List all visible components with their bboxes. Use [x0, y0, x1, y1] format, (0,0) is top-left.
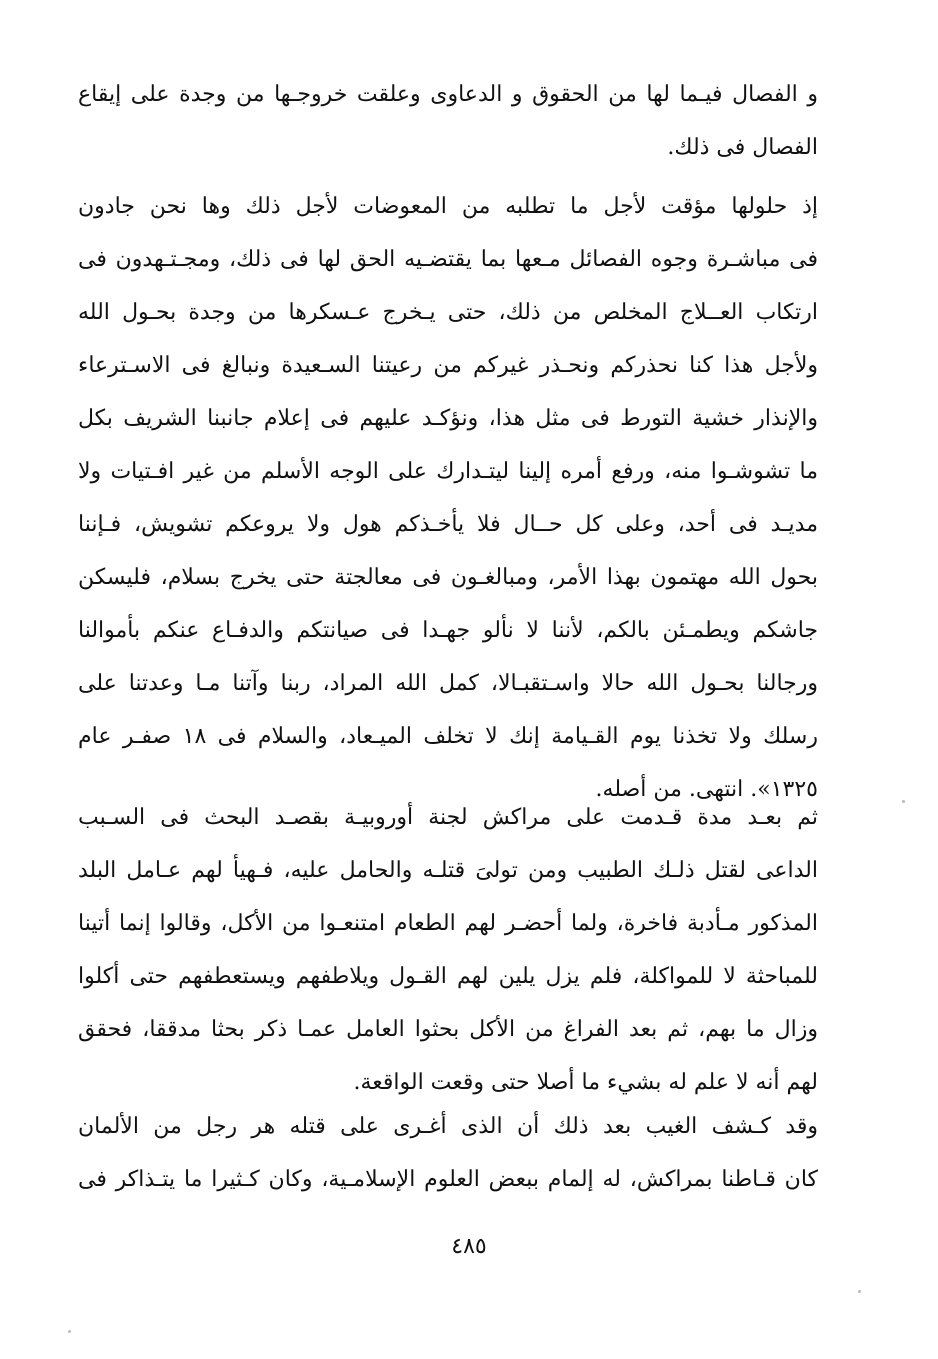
- paragraph-4: [78, 1100, 818, 1206]
- text-line: رسلك ولا تخذنا يوم القـيامة إنك لا تخلف الميـعاد، والسلام فى ١٨ صفـر عام: [78, 724, 818, 749]
- text-line: ارتكاب العــلاج المخلص من ذلك، حتى يـخرج عـسكرها من وجدة بحـول الله: [78, 300, 818, 325]
- text-line: ولأجل هذا كنا نحذركم ونحـذر غيركم من رعيتنا السـعيدة ونبالغ فى الاسـترعاء: [78, 353, 818, 378]
- text-line: ١٣٢٥». انتهى. من أصله.: [595, 777, 818, 802]
- text-line: كان قـاطنا بمراكش، له إلمام ببعض العلوم الإسلامـية، وكان كـثيرا ما يتـذاكر فى: [78, 1167, 818, 1192]
- text-line: وقد كـشف الغيب بعد ذلك أن الذى أغـرى على قتله هر رجل من الألمان: [78, 1114, 818, 1139]
- scan-speck: [68, 1330, 71, 1333]
- text-line: جاشكم ويطمـئن بالكم، لأننا لا نألو جهـدا فى صيانتكم والدفـاع عنكم بأموالنا: [78, 618, 818, 643]
- text-line: للمباحثة لا للمواكلة، فلم يزل يلين لهم القـول ويلاطفهم ويستعطفهم حتى أكلوا: [78, 964, 818, 989]
- text-line: فى مباشـرة وجوه الفصائل مـعها بما يقتضـيه الحق لها فى ذلك، ومجـتـهدون فى: [78, 247, 818, 272]
- page-number: ٤٨٥: [451, 1234, 487, 1259]
- paragraph-2: [78, 180, 818, 816]
- text-line: إذ حلولها مؤقت لأجل ما تطلبه من المعوضات لأجل ذلك وها نحن جادون: [78, 194, 818, 219]
- text-line: وزال ما بهم، ثم بعد الفراغ من الأكل بحثوا العامل عمـا ذكر بحثا مدققا، فحقق: [78, 1017, 818, 1042]
- paragraph-1: [78, 68, 818, 174]
- text-line: و الفصال فيـما لها من الحقوق و الدعاوى وعلقت خروجـها من وجدة على إيقاع: [78, 82, 818, 107]
- scan-speck: [902, 800, 905, 803]
- text-line: بحول الله مهتمون بهذا الأمر، ومبالغـون فى معالجتة حتى يخرج بسلام، فليسكن: [78, 565, 818, 590]
- text-line: المذكور مـأدبة فاخرة، ولما أحضـر لهم الطعام امتنعـوا من الأكل، وقالوا إنما أتينا: [78, 911, 818, 936]
- paragraph-3: [78, 791, 818, 1109]
- text-line: ورجالنا بحـول الله حالا واسـتقبـالا، كمل الله المراد، ربنا وآتنا مـا وعدتنا على: [78, 671, 818, 696]
- text-line: الداعى لقتل ذلـك الطبيب ومن تولىَ قتلـه والحامل عليه، فـهيأ لهم عـامل البلد: [78, 858, 818, 883]
- text-line: ما تشوشـوا منه، ورفع أمره إلينا ليتـدارك على الوجه الأسلم من غير افـتيات ولا: [78, 459, 818, 484]
- scan-speck: [858, 1290, 861, 1293]
- text-line: ثم بعـد مدة قـدمت على مراكش لجنة أوروبيـة بقصـد البحث فى السـبب: [78, 805, 818, 830]
- text-line: الفصال فى ذلك.: [667, 135, 818, 160]
- text-line: والإنذار خشية التورط فى مثل هذا، ونؤكـد عليهم فى إعلام جانبنا الشريف بكل: [78, 406, 818, 431]
- text-line: مديـد فى أحد، وعلى كل حــال فلا يأخـذكم هول ولا يروعكم تشويش، فـإننا: [78, 512, 818, 537]
- text-line: لهم أنه لا علم له بشيء ما أصلا حتى وقعت الواقعة.: [353, 1070, 818, 1095]
